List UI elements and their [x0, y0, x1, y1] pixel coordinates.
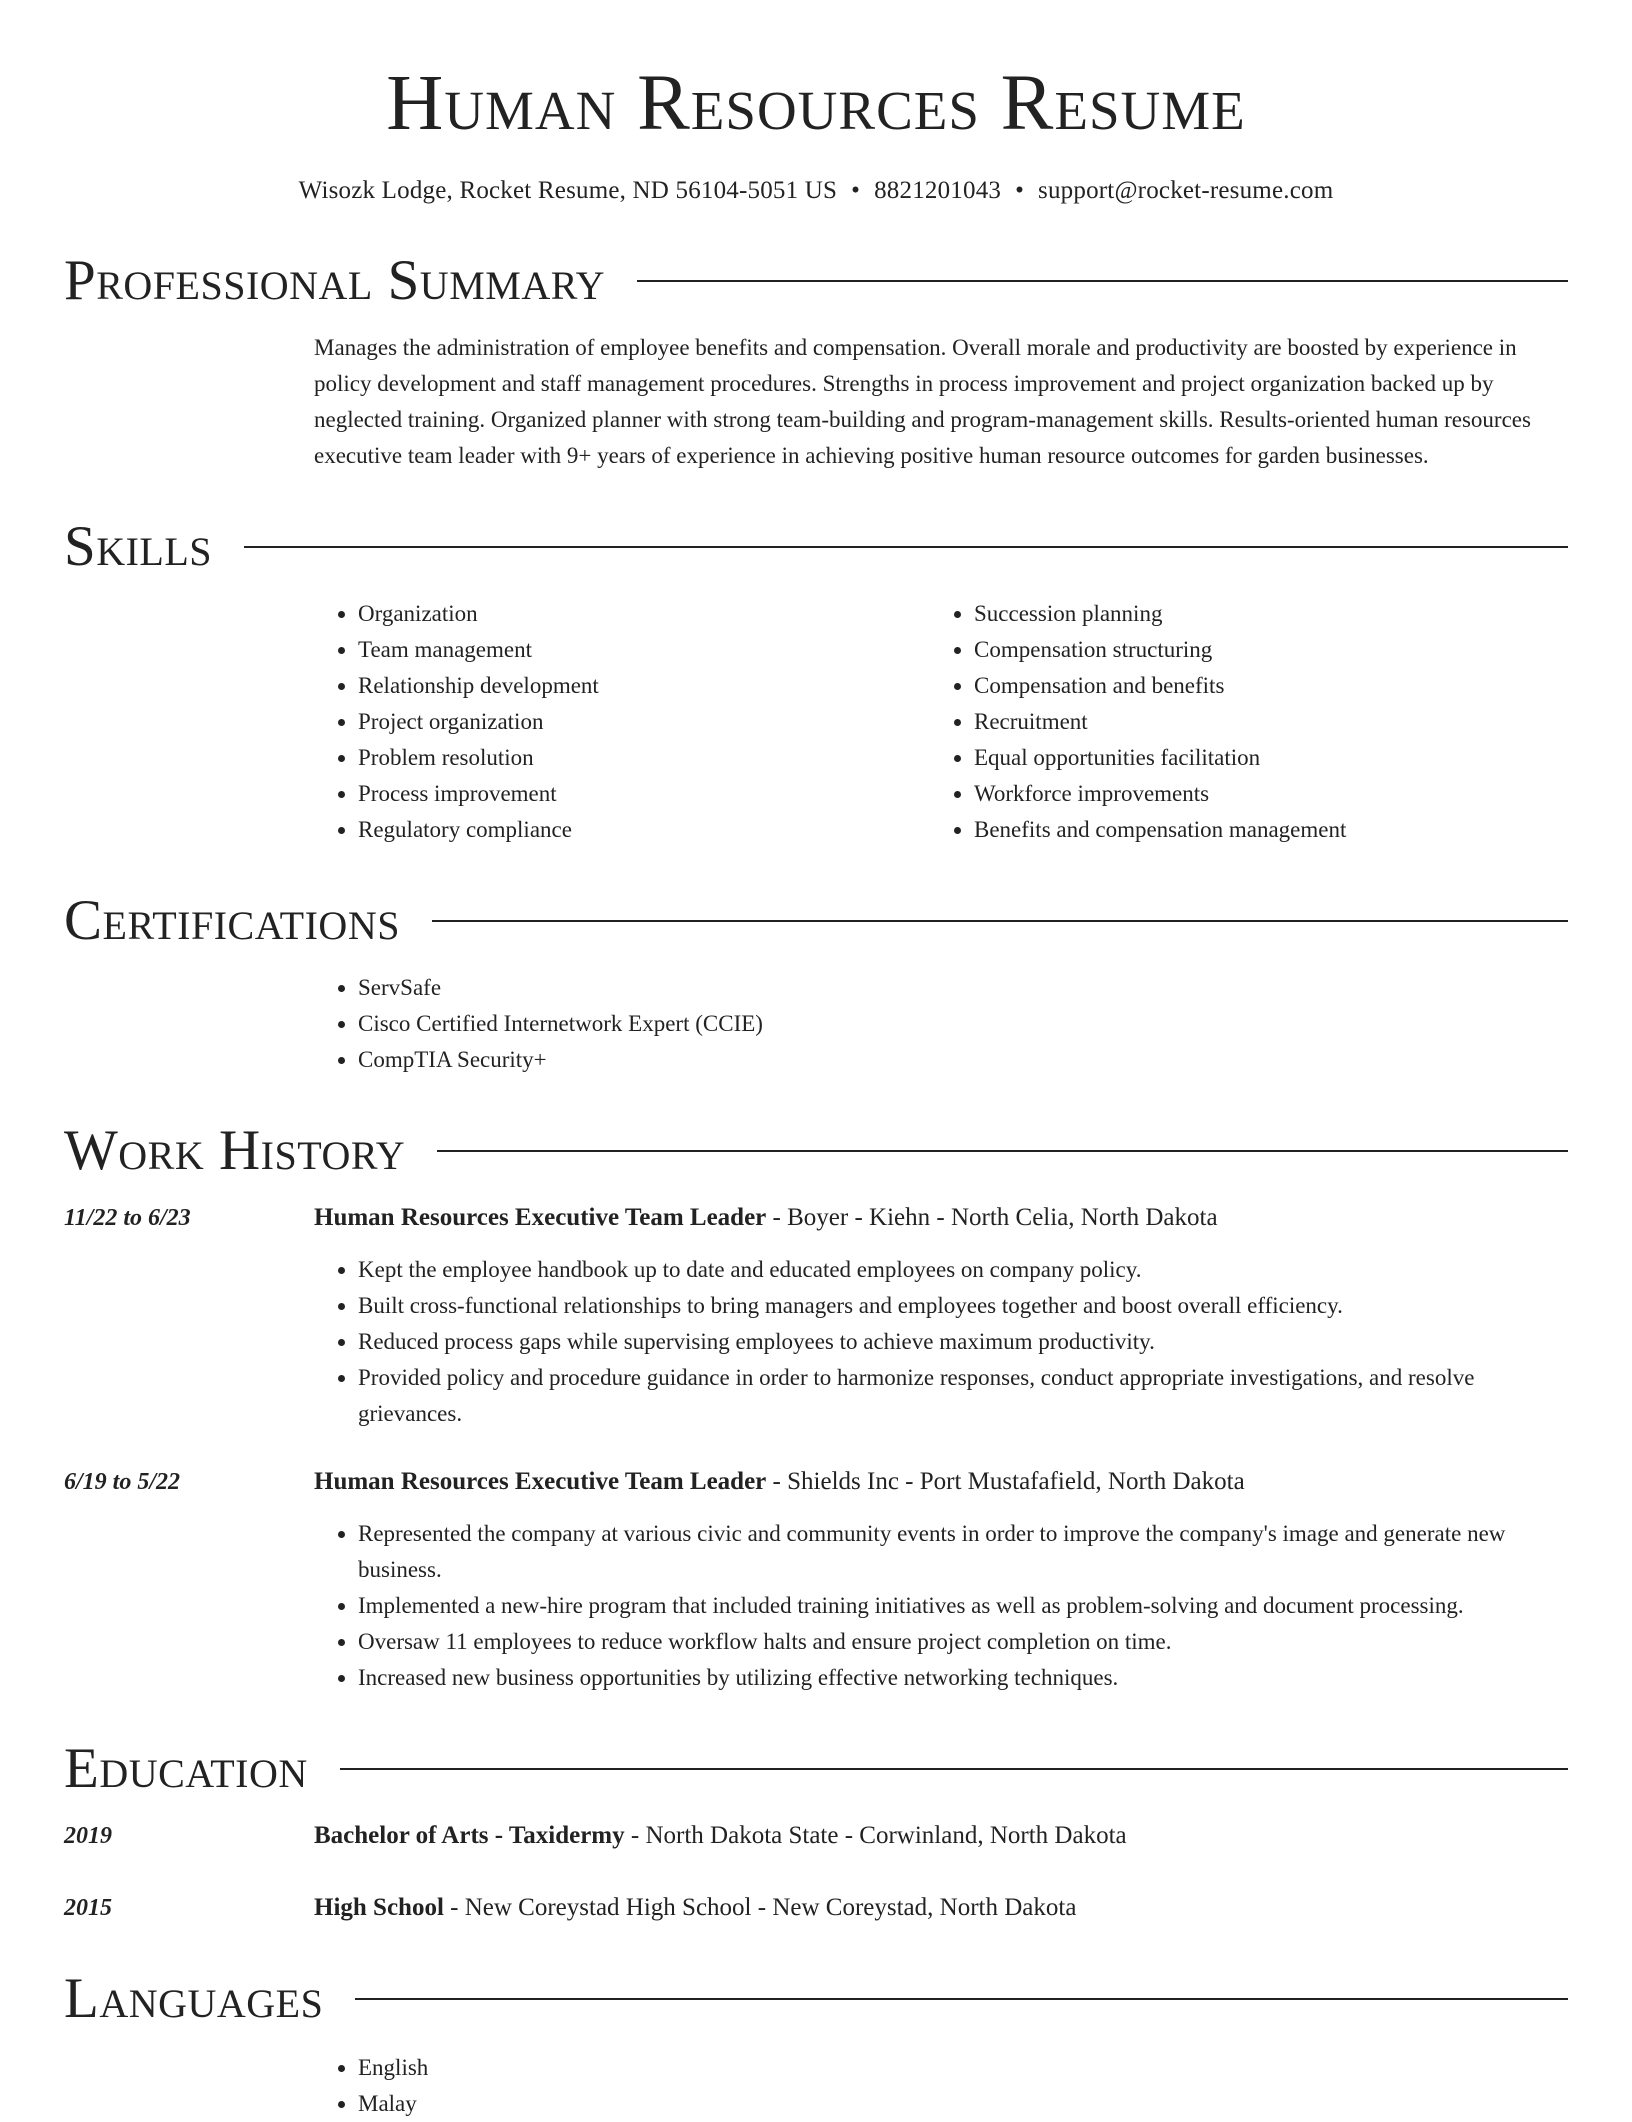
- job-bullet: • Represented the company at various civic and community events in order to improve the company's image and generate new business.: [358, 1516, 1568, 1588]
- section-rule: [244, 546, 1568, 548]
- languages-list: [314, 2050, 1568, 2122]
- job-entry: [64, 1200, 1568, 1432]
- job-info: [314, 1464, 1245, 1500]
- education-year: 2015: [64, 1895, 112, 1921]
- job-bullet: • Built cross-functional relationships to bring managers and employees together and boost overall efficiency.: [358, 1288, 1568, 1324]
- section-header-education: [64, 1737, 1568, 1800]
- education-degree: High School: [314, 1894, 444, 1921]
- section-rule: [637, 280, 1568, 282]
- section-rule: [437, 1150, 1568, 1152]
- section-header-skills: [64, 515, 1568, 578]
- certifications-list: [314, 970, 1568, 1078]
- job-dates: 11/22 to 6/23: [64, 1205, 191, 1231]
- section-header-languages: [64, 1967, 1568, 2030]
- certification-item: • Cisco Certified Internetwork Expert (CCIE): [358, 1006, 1568, 1042]
- certification-item: • CompTIA Security+: [358, 1042, 1568, 1078]
- section-header-certifications: [64, 889, 1568, 952]
- job-bullet: • Oversaw 11 employees to reduce workflow halts and ensure project completion on time.: [358, 1624, 1568, 1660]
- section-title-education: Education: [64, 1737, 308, 1800]
- contact-separator: •: [1015, 177, 1025, 204]
- job-bullet: • Kept the employee handbook up to date and educated employees on company policy.: [358, 1252, 1568, 1288]
- resume-title: Human Resources Resume: [386, 60, 1246, 147]
- education-year: 2019: [64, 1823, 112, 1849]
- skill-item: • Recruitment: [974, 704, 1546, 740]
- job-bullet: • Reduced process gaps while supervising employees to achieve maximum productivity.: [358, 1324, 1568, 1360]
- skill-item: • Problem resolution: [358, 740, 930, 776]
- education-entry: [64, 1890, 1568, 1926]
- skill-item: • Organization: [358, 596, 930, 632]
- job-bullet: • Implemented a new-hire program that included training initiatives as well as problem-solving and document processing.: [358, 1588, 1568, 1624]
- education-details: - New Coreystad High School - New Coreystad, North Dakota: [443, 1894, 1077, 1921]
- contact-separator: •: [851, 177, 861, 204]
- skill-item: • Relationship development: [358, 668, 930, 704]
- section-rule: [355, 1998, 1568, 2000]
- language-item: • Malay: [358, 2086, 1568, 2122]
- section-rule: [340, 1768, 1568, 1770]
- job-bullets: [314, 1516, 1568, 1696]
- skills-column-left: [314, 596, 930, 848]
- job-info: [314, 1200, 1218, 1236]
- skill-item: • Team management: [358, 632, 930, 668]
- section-title-languages: Languages: [64, 1967, 324, 2030]
- contact-address: Wisozk Lodge, Rocket Resume, ND 56104-5051 US: [298, 177, 838, 204]
- contact-phone: 8821201043: [874, 177, 1002, 204]
- job-bullet: • Increased new business opportunities by utilizing effective networking techniques.: [358, 1660, 1568, 1696]
- section-title-certifications: Certifications: [64, 889, 400, 952]
- certification-item: • ServSafe: [358, 970, 1568, 1006]
- skills-list: [314, 596, 1568, 848]
- skill-item: • Benefits and compensation management: [974, 812, 1546, 848]
- language-item: • English: [358, 2050, 1568, 2086]
- job-header: [64, 1464, 1568, 1500]
- job-details: - Boyer - Kiehn - North Celia, North Dakota: [766, 1204, 1218, 1231]
- section-title-work-history: Work History: [64, 1119, 406, 1182]
- education-entry: [64, 1818, 1568, 1854]
- section-title-skills: Skills: [64, 515, 213, 578]
- job-title: Human Resources Executive Team Leader: [314, 1204, 767, 1231]
- skill-item: • Compensation structuring: [974, 632, 1546, 668]
- skill-item: • Process improvement: [358, 776, 930, 812]
- skill-item: • Compensation and benefits: [974, 668, 1546, 704]
- education-details: - North Dakota State - Corwinland, North Dakota: [624, 1822, 1127, 1849]
- skill-item: • Workforce improvements: [974, 776, 1546, 812]
- skills-column-right: [930, 596, 1546, 848]
- section-title-summary: Professional Summary: [64, 249, 606, 312]
- contact-email: support@rocket-resume.com: [1038, 177, 1334, 204]
- job-header: [64, 1200, 1568, 1236]
- education-info: [314, 1890, 1076, 1926]
- section-rule: [432, 920, 1568, 922]
- job-entry: [64, 1464, 1568, 1696]
- section-header-summary: [64, 249, 1568, 312]
- job-dates: 6/19 to 5/22: [64, 1469, 181, 1495]
- section-header-work-history: [64, 1119, 1568, 1182]
- skill-item: • Equal opportunities facilitation: [974, 740, 1546, 776]
- skill-item: • Succession planning: [974, 596, 1546, 632]
- job-bullets: [314, 1252, 1568, 1432]
- job-title: Human Resources Executive Team Leader: [314, 1468, 767, 1495]
- education-degree: Bachelor of Arts - Taxidermy: [314, 1822, 625, 1849]
- job-details: - Shields Inc - Port Mustafafield, North Dakota: [766, 1468, 1245, 1495]
- skill-item: • Project organization: [358, 704, 930, 740]
- skill-item: • Regulatory compliance: [358, 812, 930, 848]
- education-info: [314, 1818, 1127, 1854]
- summary-text: Manages the administration of employee benefits and compensation. Overall morale and productivity are boosted by experience in policy development and staff management procedures. Strengths in process improvement and project organization backed up by neglected training. Organized planner with strong team-building and program-management skills. Results-oriented human resources executive team leader with 9+ years of experience in achieving positive human resource outcomes for garden businesses.: [314, 335, 1531, 468]
- contact-line: [64, 174, 1568, 208]
- job-bullet: • Provided policy and procedure guidance in order to harmonize responses, conduct appropriate investigations, and resolve grievances.: [358, 1360, 1568, 1432]
